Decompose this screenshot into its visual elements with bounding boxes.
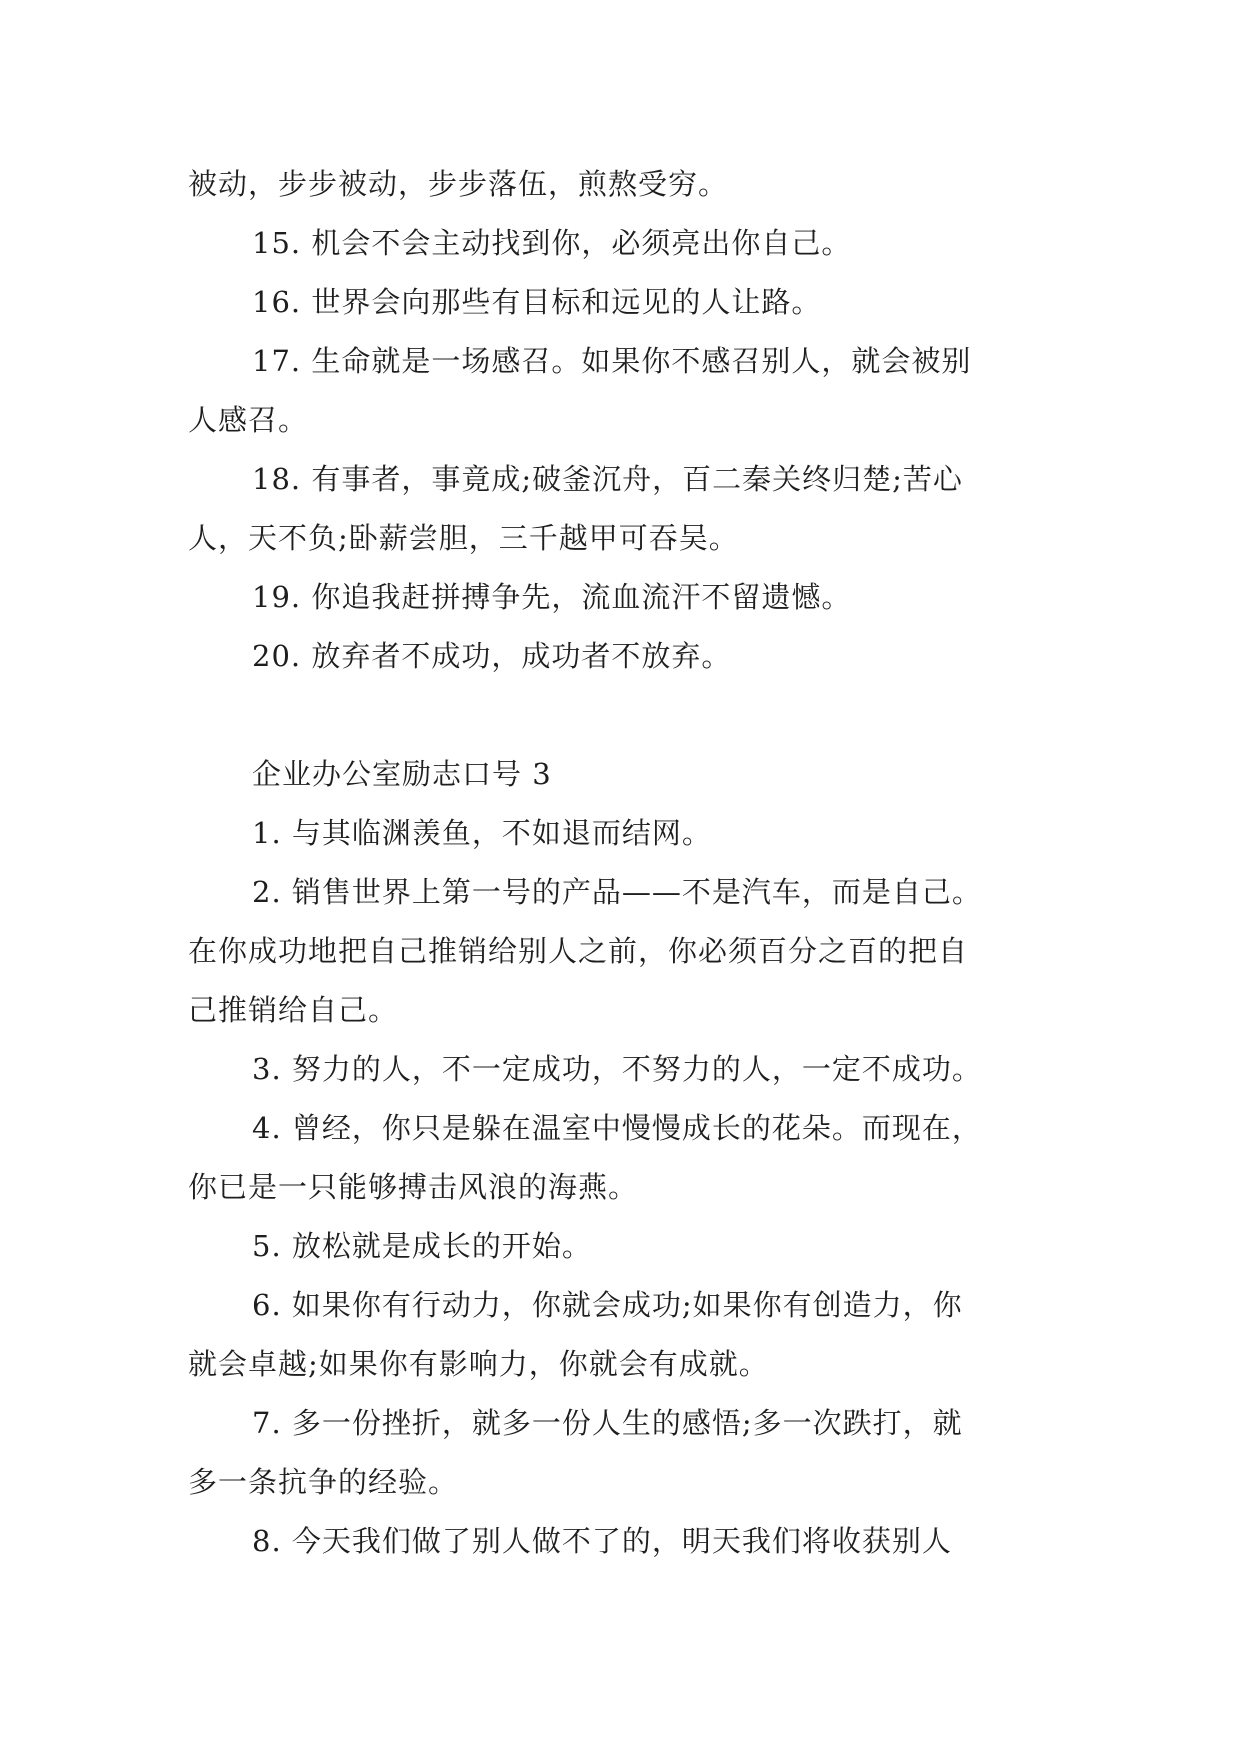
text-line: 你已是一只能够搏击风浪的海燕。 xyxy=(188,1170,639,1204)
text-line: 己推销给自己。 xyxy=(188,993,399,1027)
list-item-15: 15. 机会不会主动找到你，必须亮出你自己。 xyxy=(252,226,852,260)
blank-line xyxy=(188,691,1068,750)
list-item-1: 1. 与其临渊羡鱼，不如退而结网。 xyxy=(252,816,712,850)
list-item-2: 2. 销售世界上第一号的产品——不是汽车，而是自己。 xyxy=(252,875,982,909)
text-line: 人，天不负;卧薪尝胆，三千越甲可吞吴。 xyxy=(188,521,739,555)
text-line: 被动，步步被动，步步落伍，煎熬受穷。 xyxy=(188,167,729,201)
list-item-6: 6. 如果你有行动力，你就会成功;如果你有创造力，你 xyxy=(252,1288,963,1322)
list-item-19: 19. 你追我赶拼搏争先，流血流汗不留遗憾。 xyxy=(252,580,852,614)
list-item-18: 18. 有事者，事竟成;破釜沉舟，百二秦关终归楚;苦心 xyxy=(252,462,963,496)
list-item-3: 3. 努力的人，不一定成功，不努力的人，一定不成功。 xyxy=(252,1052,982,1086)
text-line: 在你成功地把自己推销给别人之前，你必须百分之百的把自 xyxy=(188,934,969,968)
list-item-17: 17. 生命就是一场感召。如果你不感召别人，就会被别 xyxy=(252,344,972,378)
section-heading: 企业办公室励志口号 3 xyxy=(252,757,552,791)
list-item-20: 20. 放弃者不成功，成功者不放弃。 xyxy=(252,639,732,673)
text-line: 多一条抗争的经验。 xyxy=(188,1465,459,1499)
list-item-4: 4. 曾经，你只是躲在温室中慢慢成长的花朵。而现在， xyxy=(252,1111,982,1145)
list-item-5: 5. 放松就是成长的开始。 xyxy=(252,1229,592,1263)
text-line: 就会卓越;如果你有影响力，你就会有成就。 xyxy=(188,1347,769,1381)
list-item-16: 16. 世界会向那些有目标和远见的人让路。 xyxy=(252,285,822,319)
list-item-8: 8. 今天我们做了别人做不了的，明天我们将收获别人 xyxy=(252,1524,952,1558)
text-line: 人感召。 xyxy=(188,403,309,437)
list-item-7: 7. 多一份挫折，就多一份人生的感悟;多一次跌打，就 xyxy=(252,1406,963,1440)
document-body xyxy=(188,160,1068,1576)
